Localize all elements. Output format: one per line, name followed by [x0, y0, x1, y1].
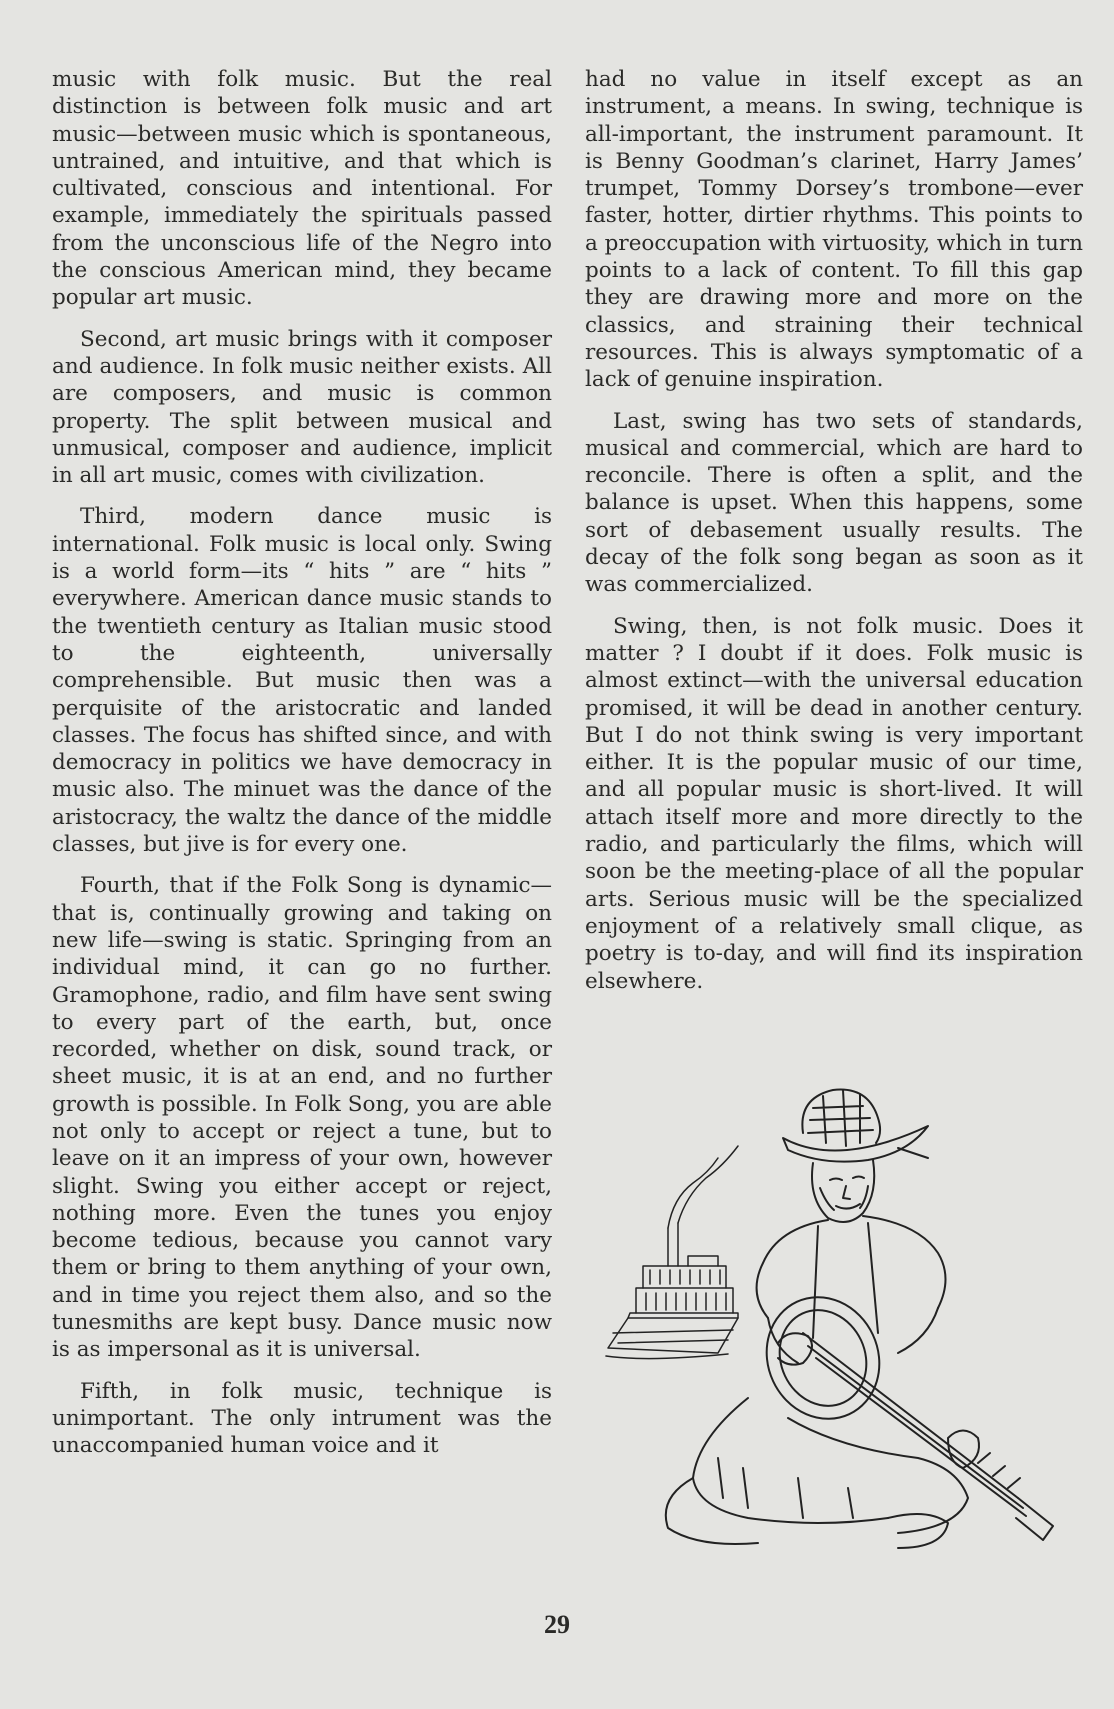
legs-drawing	[666, 1398, 968, 1548]
paragraph: Fourth, that if the Folk Song is dynamic—that is, continually growing and taking on new life—swing is static. Springing from an individual mind, it can go no further. Gramophone, radio, and film have sent swing to every part of the earth, but, once recorded, whether on disk, sound track, or sheet music, it is at an end, and no further growth is possible. In Folk Song, you are able not only to accept or reject a tune, but to leave on it an impress of your own, however slight. Swing you either accept or reject, nothing more. Even the tunes you enjoy become tedious, because you cannot vary them or bring to them anything of your own, and in time you reject them also, and so the tunesmiths are kept busy. Dance music now is as impersonal as it is universal.	[52, 873, 552, 1363]
left-column	[52, 66, 552, 1474]
page-number: 29	[544, 1610, 570, 1639]
paragraph: Third, modern dance music is international. Folk music is local only. Swing is a world form—its “ hits ” are “ hits ” everywhere. American dance music stands to the twentieth century as Italian music stood to the eighteenth, universally comprehensible. But music then was a perquisite of the aristocratic and landed classes. The focus has shifted since, and with democracy in politics we have democracy in music also. The minuet was the dance of the aristocracy, the waltz the dance of the middle classes, but jive is for every one.	[52, 504, 552, 858]
banjo-player-illustration	[598, 1078, 1078, 1564]
body-drawing	[757, 1216, 946, 1363]
right-column	[585, 66, 1083, 1009]
paragraph: Second, art music brings with it composer and audience. In folk music neither exists. All are composers, and music is common property. The split between musical and unmusical, composer and audience, implicit in all art music, comes with civilization.	[52, 326, 552, 489]
paragraph: Fifth, in folk music, technique is unimportant. The only intrument was the unaccompanied human voice and it	[52, 1378, 552, 1459]
banjo-drawing	[747, 1279, 1053, 1540]
paragraph: music with folk music. But the real distinction is between folk music and art music—between music which is spontaneous, untrained, and intuitive, and that which is cultivated, conscious and intentional. For example, immediately the spirituals passed from the unconscious life of the Negro into the conscious American mind, they became popular art music.	[52, 67, 552, 311]
paragraph: Last, swing has two sets of standards, musical and commercial, which are hard to reconcile. There is often a split, and the balance is upset. When this happens, some sort of debasement usually results. The decay of the folk song began as soon as it was commercialized.	[585, 408, 1083, 598]
face-drawing	[812, 1160, 874, 1222]
paragraph: had no value in itself except as an instrument, a means. In swing, technique is all-important, the instrument paramount. It is Benny Goodman’s clarinet, Harry James’ trumpet, Tommy Dorsey’s trombone—ever faster, hotter, dirtier rhythms. This points to a preoccupation with virtuosity, which in turn points to a lack of content. To fill this gap they are drawing more and more on the classics, and straining their technical resources. This is always symptomatic of a lack of genuine inspiration.	[585, 67, 1083, 393]
riverboat-drawing	[606, 1146, 738, 1359]
paragraph: Swing, then, is not folk music. Does it matter ? I doubt if it does. Folk music is almost extinct—with the universal education promised, it will be dead in another century. But I do not think swing is very important either. It is the popular music of our time, and all popular music is short-lived. It will attach itself more and more directly to the radio, and particularly the films, which will soon be the meeting-place of all the popular arts. Serious music will be the specialized enjoyment of a relatively small clique, as poetry is to-day, and will find its inspiration elsewhere.	[585, 613, 1083, 994]
hat-drawing	[783, 1090, 928, 1162]
